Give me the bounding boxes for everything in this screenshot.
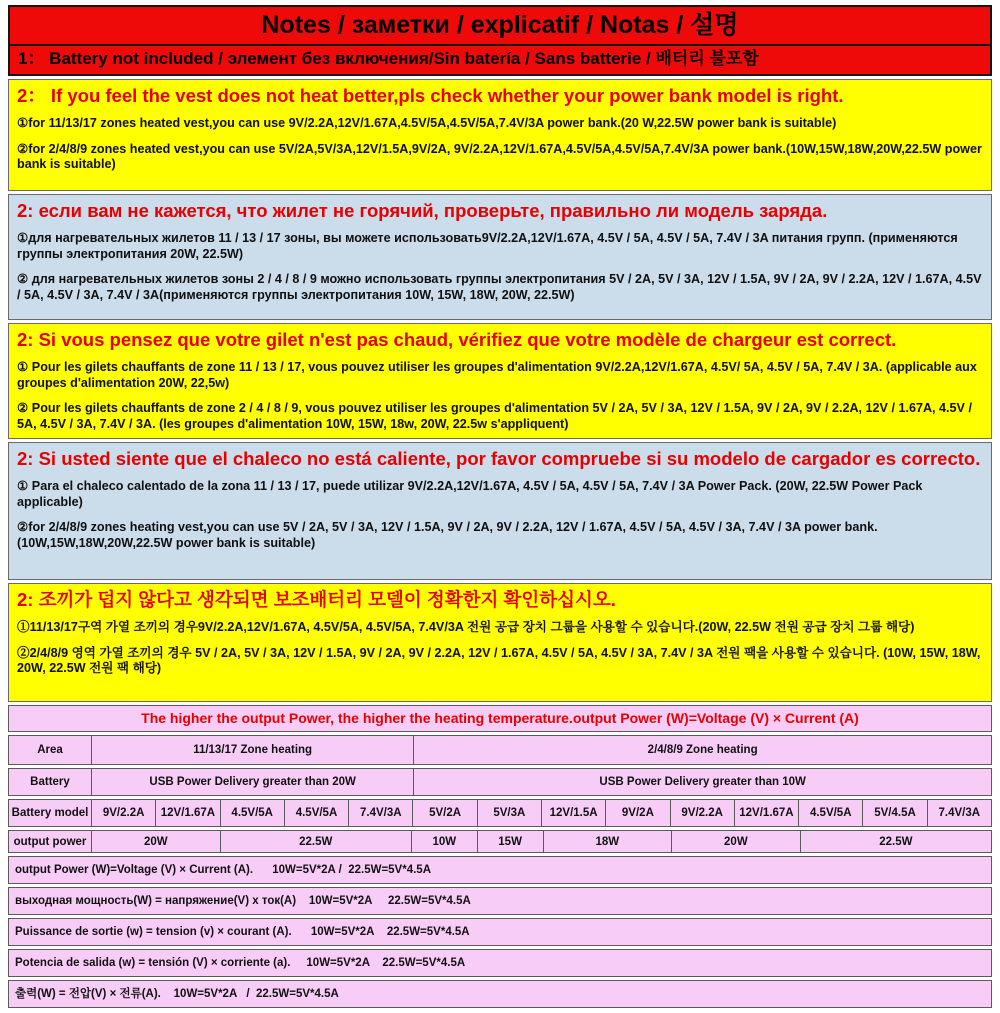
model-cell: 4.5V/5A [284, 800, 348, 826]
model-cell: 4.5V/5A [798, 800, 862, 826]
area-cell-left: 11/13/17 Zone heating [91, 736, 413, 764]
row-label-area: Area [37, 744, 63, 756]
table-row-battery [8, 768, 992, 796]
model-cell: 12V/1.67A [734, 800, 798, 826]
section-heading-russian: 2: если вам не кажется, что жилет не горячий, проверьте, правильно ли модель заряда. [17, 200, 828, 221]
section-paragraph-1: ①для нагревательных жилетов 11 / 13 / 17 зоны, вы можете использовать9V/2.2A,12V/1.67A, 4.5V / 5A, 4.5V / 5A, 7.4V / 3A питания групп. (применяются группы электропитания 20W, 22.5W) [17, 231, 958, 261]
section-korean [8, 583, 992, 702]
table-row-battery-model [8, 799, 992, 827]
model-cell: 9V/2.2A [91, 800, 155, 826]
section-paragraph-2: ②2/4/8/9 영역 가열 조끼의 경우 5V / 2A, 5V / 3A, 12V / 1.5A, 9V / 2A, 9V / 2.2A, 12V / 1.67A, 4.5V / 5A, 4.5V / 3A, 7.4V / 3A 전원 팩을 사용할 수 있습니다. (10W, 15W, 18W, 20W, 22.5W 전원 팩 해당) [17, 645, 981, 675]
area-cell-right: 2/4/8/9 Zone heating [413, 736, 991, 764]
page-title: Notes / заметки / explicatif / Notas / 설명 [10, 7, 990, 46]
section-paragraph-1: ① Pour les gilets chauffants de zone 11 / 13 / 17, vous pouvez utiliser les groupes d'alimentation 9V/2.2A,12V/1.67A, 4.5V/ 5A, 4.5V / 5A, 7.4V / 3A. (applicable aux groupes d'alimentation 20W, 22,5w) [17, 360, 977, 390]
power-table-title: The higher the output Power, the higher the heating temperature.output Power (W)=Voltage (V) × Current (A) [8, 705, 992, 732]
power-cell: 15W [477, 831, 543, 852]
formula-row-spanish: Potencia de salida (w) = tensión (V) × corriente (a). 10W=5V*2A 22.5W=5V*4.5A [8, 949, 992, 977]
formula-row-english: output Power (W)=Voltage (V) × Current (A). 10W=5V*2A / 22.5W=5V*4.5A [8, 856, 992, 884]
model-cell: 5V/2A [412, 800, 476, 826]
section-spanish [8, 442, 992, 580]
section-french [8, 323, 992, 439]
model-cell: 9V/2A [605, 800, 669, 826]
section-heading-french: 2: Si vous pensez que votre gilet n'est pas chaud, vérifiez que votre modèle de chargeur est correct. [17, 329, 897, 350]
power-cell: 20W [671, 831, 800, 852]
model-cell: 7.4V/3A [348, 800, 412, 826]
row-label-battery-model: Battery model [11, 807, 89, 819]
note-1-battery-not-included: 1： Battery not included / элемент без включения/Sin batería / Sans batterie / 배터리 불포함 [18, 49, 759, 68]
section-paragraph-1: ①for 11/13/17 zones heated vest,you can use 9V/2.2A,12V/1.67A,4.5V/5A,4.5V/5A,7.4V/3A power bank.(20 W,22.5W power bank is suitable) [17, 116, 837, 130]
section-heading-korean: 2: 조끼가 덥지 않다고 생각되면 보조배터리 모델이 정확한지 확인하십시오. [17, 589, 616, 610]
power-cell: 22.5W [800, 831, 991, 852]
section-paragraph-2: ②for 2/4/8/9 zones heated vest,you can use 5V/2A,5V/3A,12V/1.5A,9V/2A, 9V/2.2A,12V/1.67A,4.5V/5A,4.5V/5A,7.4V/3A power bank.(10W,15W,18W,20W,22.5W power bank is suitable) [17, 141, 982, 171]
section-paragraph-2: ② для нагревательных жилетов зоны 2 / 4 / 8 / 9 можно использовать группы электропитания 5V / 2A, 5V / 3A, 12V / 1.5A, 9V / 2A, 9V / 2.2A, 12V / 1.67A, 4.5V / 5A, 4.5V / 3A, 7.4V / 3A(применяются группы электропитания 10W, 15W, 18W, 20W, 22.5W) [17, 272, 982, 302]
battery-cell-left: USB Power Delivery greater than 20W [91, 769, 413, 795]
model-cell: 12V/1.67A [155, 800, 219, 826]
section-english [8, 79, 992, 191]
formula-row-korean: 출력(W) = 전압(V) × 전류(A). 10W=5V*2A / 22.5W=5V*4.5A [8, 980, 992, 1008]
row-label-output-power: output power [13, 835, 87, 848]
section-paragraph-1: ①11/13/17구역 가열 조끼의 경우9V/2.2A,12V/1.67A, 4.5V/5A, 4.5V/5A, 7.4V/3A 전원 공급 장치 그룹을 사용할 수 있습니다.(20W, 22.5W 전원 공급 장치 그룹 해당) [17, 620, 915, 634]
power-cell: 20W [91, 831, 220, 852]
row-label-battery: Battery [30, 776, 70, 788]
section-paragraph-2: ② Pour les gilets chauffants de zone 2 / 4 / 8 / 9, vous pouvez utiliser les groupes d'alimentation 5V / 2A, 5V / 3A, 12V / 1.5A, 9V / 2A, 9V / 2.2A, 12V / 1.67A, 4.5V / 5A, 4.5V / 3A, 7.4V / 3A. (les groupes d'alimentation 10W, 15W, 18w, 20W, 22.5w s'appliquent) [17, 401, 972, 431]
section-russian [8, 194, 992, 320]
formula-row-russian: выходная мощность(W) = напряжение(V) x ток(A) 10W=5V*2A 22.5W=5V*4.5A [8, 887, 992, 915]
section-heading-spanish: 2: Si usted siente que el chaleco no está caliente, por favor compruebe si su modelo de cargador es correcto. [17, 448, 981, 469]
power-cell: 18W [543, 831, 672, 852]
formula-row-french: Puissance de sortie (w) = tension (v) × courant (A). 10W=5V*2A 22.5W=5V*4.5A [8, 918, 992, 946]
power-cell: 22.5W [220, 831, 411, 852]
model-cell: 9V/2.2A [670, 800, 734, 826]
title-banner [8, 5, 992, 76]
model-cell: 5V/4.5A [862, 800, 926, 826]
table-row-output-power [8, 830, 992, 853]
table-row-area [8, 735, 992, 765]
section-paragraph-2: ②for 2/4/8/9 zones heating vest,you can use 5V / 2A, 5V / 3A, 12V / 1.5A, 9V / 2A, 9V / 2.2A, 12V / 1.67A, 4.5V / 5A, 4.5V / 3A, 7.4V / 3A power bank.(10W,15W,18W,20W,22.5W power bank is suitable) [17, 520, 878, 550]
model-cell: 7.4V/3A [927, 800, 991, 826]
section-paragraph-1: ① Para el chaleco calentado de la zona 11 / 13 / 17, puede utilizar 9V/2.2A,12V/1.67A, 4.5V / 5A, 4.5V / 5A, 7.4V / 3A Power Pack. (20W, 22.5W Power Pack applicable) [17, 479, 923, 509]
model-cell: 12V/1.5A [541, 800, 605, 826]
section-heading-english: 2： If you feel the vest does not heat better,pls check whether your power bank model is right. [17, 85, 844, 106]
model-cell: 4.5V/5A [220, 800, 284, 826]
battery-cell-right: USB Power Delivery greater than 10W [413, 769, 991, 795]
power-cell: 10W [411, 831, 477, 852]
model-cell: 5V/3A [477, 800, 541, 826]
